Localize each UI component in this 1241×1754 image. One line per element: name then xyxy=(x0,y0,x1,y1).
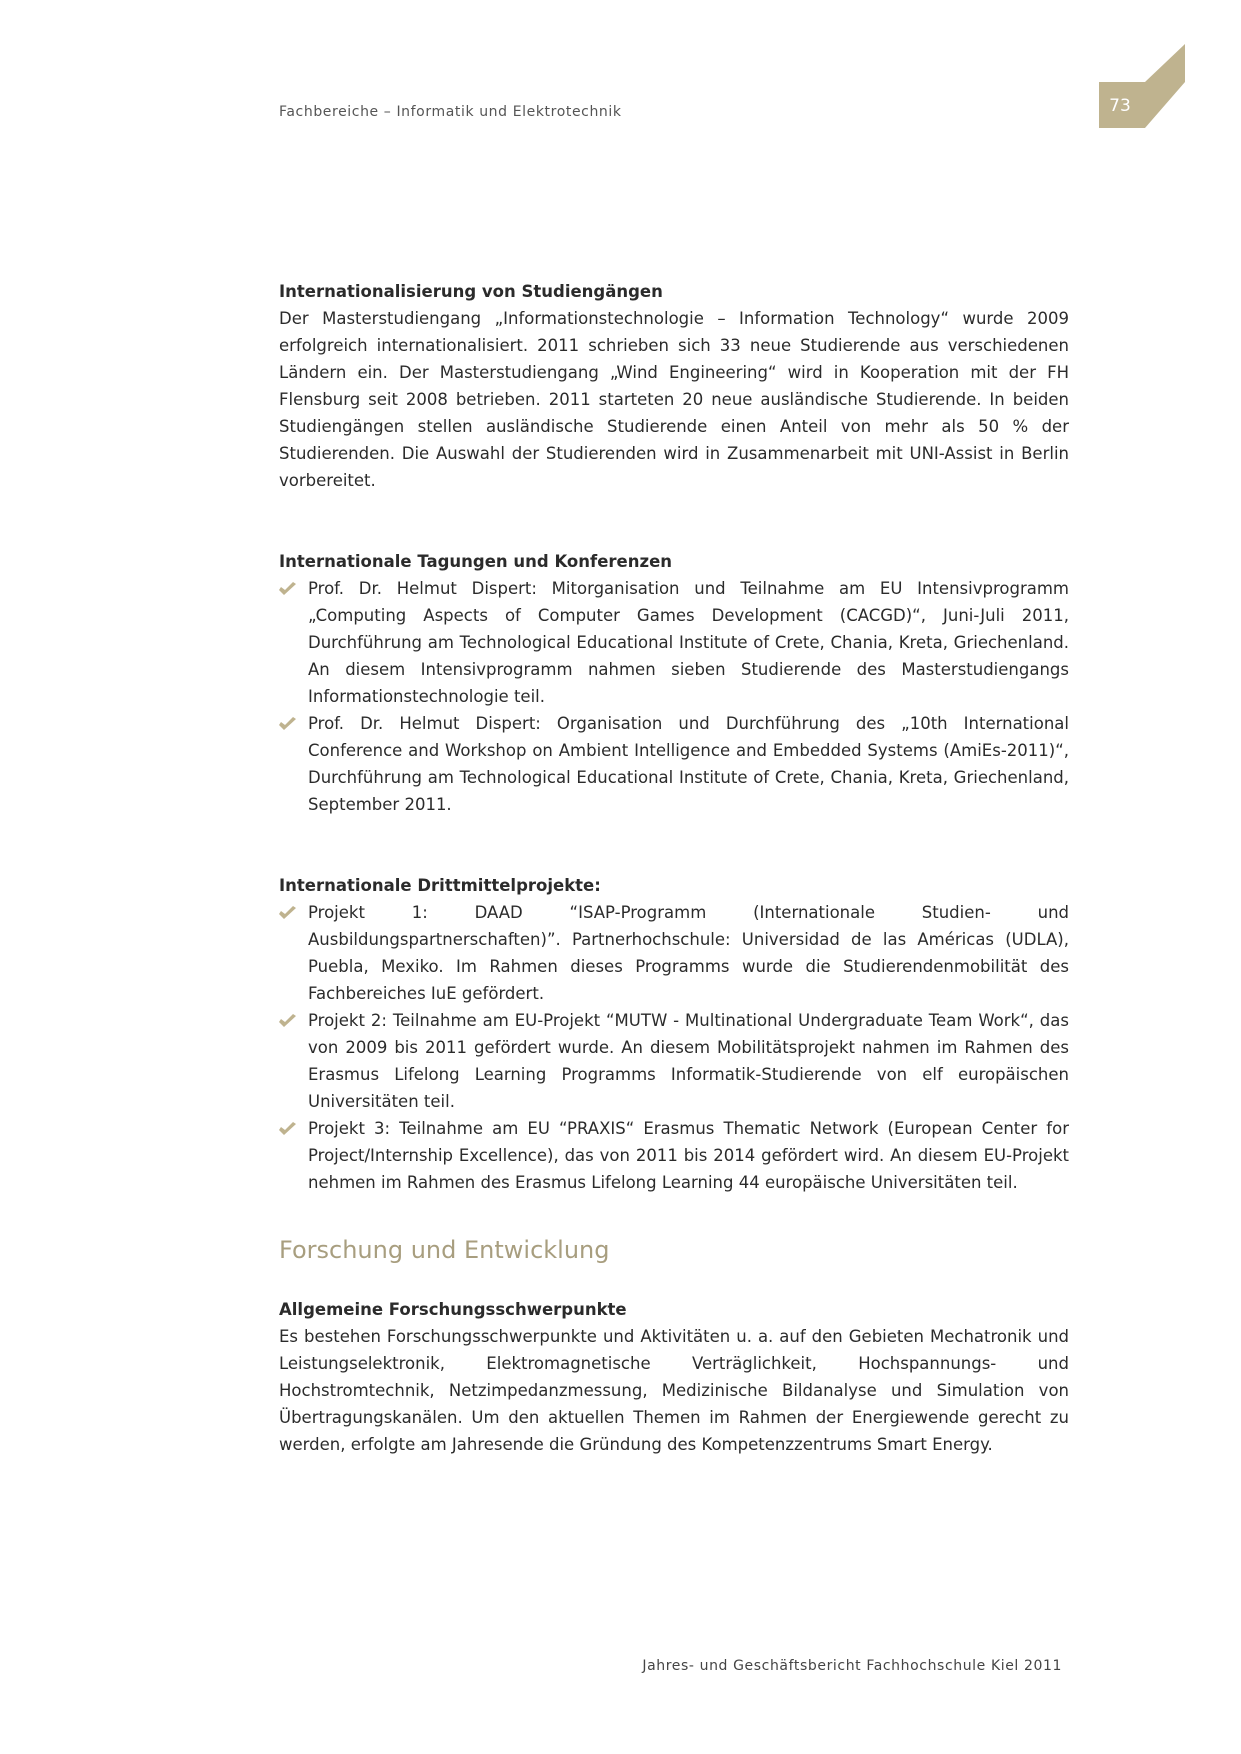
section-tagungen xyxy=(279,548,1069,818)
checkmark-arrow-icon xyxy=(279,717,296,730)
list-item xyxy=(279,1115,1069,1196)
list-item-text: Projekt 3: Teilnahme am EU “PRAXIS“ Erasmus Thematic Network (European Center for Project/Internship Excellence), das von 2011 bis 2014 gefördert wird. An diesem EU-Projekt nehmen im Rahmen des Erasmus Lifelong Learning 44 europäische Universitäten teil. xyxy=(308,1119,1069,1192)
section-heading: Internationalisierung von Studiengängen xyxy=(279,282,663,301)
section-drittmittel xyxy=(279,872,1069,1196)
checkmark-arrow-icon xyxy=(279,582,296,595)
list-item xyxy=(279,710,1069,818)
section-heading: Allgemeine Forschungsschwerpunkte xyxy=(279,1300,627,1319)
page-number: 73 xyxy=(1109,96,1131,116)
running-head: Fachbereiche – Informatik und Elektrotechnik xyxy=(279,104,622,120)
list-item-text: Prof. Dr. Helmut Dispert: Organisation und Durchführung des „10th International Conference and Workshop on Ambient Intelligence and Embedded Systems (AmiEs-2011)“, Durchführung am Technological Educational Institute of Crete, Chania, Kreta, Griechenland, September 2011. xyxy=(308,714,1069,814)
section-text: Es bestehen Forschungsschwerpunkte und Aktivitäten u. a. auf den Gebieten Mechatronik und Leistungselektronik, Elektromagnetische Verträglichkeit, Hochspannungs- und Hochstromtechnik, Netzimpedanzmessung, Medizinische Bildanalyse und Simulation von Übertragungskanälen. Um den aktuellen Themen im Rahmen der Energiewende gerecht zu werden, erfolgte am Jahresende die Gründung des Kompetenzzentrums Smart Energy. xyxy=(279,1327,1069,1454)
main-content xyxy=(279,278,1069,1458)
list-item xyxy=(279,1007,1069,1115)
list-item-text: Projekt 2: Teilnahme am EU-Projekt “MUTW - Multinational Undergraduate Team Work“, das von 2009 bis 2011 gefördert wurde. An diesem Mobilitätsprojekt nahmen im Rahmen des Erasmus Lifelong Learning Programms Informatik-Studierende von elf europäischen Universitäten teil. xyxy=(308,1011,1069,1111)
list-item xyxy=(279,899,1069,1007)
section-internationalisierung xyxy=(279,278,1069,494)
bullet-list xyxy=(279,899,1069,1196)
bullet-list xyxy=(279,575,1069,818)
list-item xyxy=(279,575,1069,710)
checkmark-arrow-icon xyxy=(279,1122,296,1135)
section-heading: Internationale Tagungen und Konferenzen xyxy=(279,552,673,571)
page-footer: Jahres- und Geschäftsbericht Fachhochschule Kiel 2011 xyxy=(642,1658,1062,1674)
section-text: Der Masterstudiengang „Informationstechnologie – Information Technology“ wurde 2009 erfolgreich internationalisiert. 2011 schrieben sich 33 neue Studierende aus verschiedenen Ländern ein. Der Masterstudiengang „Wind Engineering“ wird in Kooperation mit der FH Flensburg seit 2008 betrieben. 2011 starteten 20 neue ausländische Studierende. In beiden Studiengängen stellen ausländische Studierende einen Anteil von mehr als 50 % der Studierenden. Die Auswahl der Studierenden wird in Zusammenarbeit mit UNI-Assist in Berlin vorbereitet. xyxy=(279,309,1069,490)
section-forschung xyxy=(279,1234,1069,1458)
section-heading: Internationale Drittmittelprojekte: xyxy=(279,876,601,895)
checkmark-arrow-icon xyxy=(279,906,296,919)
section-title: Forschung und Entwicklung xyxy=(279,1236,610,1264)
checkmark-arrow-icon xyxy=(279,1014,296,1027)
list-item-text: Projekt 1: DAAD “ISAP-Programm (Internationale Studien- und Ausbildungspartnerschaften)”. Partnerhochschule: Universidad de las Américas (UDLA), Puebla, Mexiko. Im Rahmen dieses Programms wurde die Studierendenmobilität des Fachbereiches IuE gefördert. xyxy=(308,903,1069,1003)
list-item-text: Prof. Dr. Helmut Dispert: Mitorganisation und Teilnahme am EU Intensivprogramm „Computing Aspects of Computer Games Development (CACGD)“, Juni-Juli 2011, Durchführung am Technological Educational Institute of Crete, Chania, Kreta, Griechenland. An diesem Intensivprogramm nahmen sieben Studierende des Masterstudiengangs Informationstechnologie teil. xyxy=(308,579,1069,706)
